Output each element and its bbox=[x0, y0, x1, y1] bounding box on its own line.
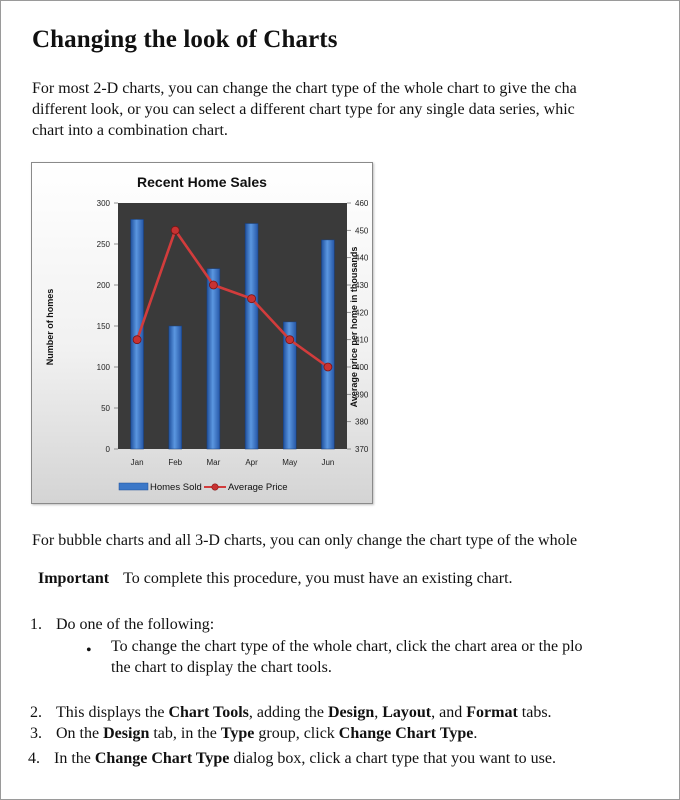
y-tick-label: 100 bbox=[96, 363, 110, 372]
step-text: tabs. bbox=[517, 704, 552, 721]
plot-area bbox=[118, 203, 347, 449]
bullet-item bbox=[111, 636, 583, 678]
step-text: dialog box, click a chart type that you want to use. bbox=[229, 750, 556, 767]
step-text: group, click bbox=[254, 725, 339, 742]
step-text: This displays the bbox=[56, 704, 169, 721]
x-tick-label: Apr bbox=[245, 458, 258, 467]
step-bold-layout: Layout bbox=[382, 704, 432, 721]
y2-tick-label: 440 bbox=[355, 253, 369, 263]
y2-tick-label: 370 bbox=[355, 445, 369, 454]
step-3 bbox=[30, 723, 477, 744]
x-tick-label: Mar bbox=[206, 458, 221, 467]
y-tick-label: 50 bbox=[101, 404, 110, 413]
bar-homes-sold bbox=[169, 326, 182, 449]
y2-tick-label: 420 bbox=[355, 308, 369, 318]
important-note bbox=[38, 570, 513, 588]
step-number: 2. bbox=[30, 704, 42, 721]
step-bold-change-chart-type: Change Chart Type bbox=[338, 725, 474, 742]
point-average-price bbox=[324, 363, 332, 371]
step-text: , adding the bbox=[248, 704, 328, 721]
point-average-price bbox=[209, 281, 217, 289]
intro-line-1: For most 2-D charts, you can change the chart type of the whole chart to give the cha bbox=[32, 80, 577, 97]
bar-homes-sold bbox=[321, 240, 334, 449]
intro-line-2: different look, or you can select a different chart type for any single data series, whic bbox=[32, 101, 575, 118]
step-text: . bbox=[473, 725, 478, 742]
point-average-price bbox=[133, 336, 141, 344]
y2-tick-label: 400 bbox=[355, 363, 369, 372]
y2-tick-label: 450 bbox=[355, 226, 369, 236]
legend-label-average-price: Average Price bbox=[228, 482, 288, 493]
y-tick-label: 200 bbox=[96, 281, 110, 290]
important-label: Important bbox=[38, 570, 110, 587]
intro-line-3: chart into a combination chart. bbox=[32, 122, 228, 139]
y2-tick-label: 390 bbox=[355, 390, 369, 400]
y-tick-label: 0 bbox=[105, 445, 110, 454]
page-title: Changing the look of Charts bbox=[32, 26, 338, 53]
x-tick-label: Feb bbox=[168, 458, 183, 467]
step-text: , bbox=[374, 704, 383, 721]
y-tick-label: 150 bbox=[96, 322, 110, 331]
legend-label-homes-sold: Homes Sold bbox=[150, 482, 202, 493]
step-bold-chart-tools: Chart Tools bbox=[168, 704, 249, 721]
y-tick-label: 250 bbox=[96, 240, 110, 249]
point-average-price bbox=[171, 226, 179, 234]
x-tick-label: Jan bbox=[130, 458, 144, 467]
bar-homes-sold bbox=[245, 224, 258, 450]
chart-figure[interactable] bbox=[31, 162, 373, 504]
x-tick-label: May bbox=[282, 458, 298, 467]
step-number: 4. bbox=[28, 750, 40, 767]
step-bold-type: Type bbox=[220, 725, 255, 742]
bar-homes-sold bbox=[207, 269, 220, 449]
step-bold-change-chart-type: Change Chart Type bbox=[94, 750, 230, 767]
step-bold-design: Design bbox=[328, 704, 375, 721]
y2-tick-label: 430 bbox=[355, 281, 369, 290]
y-tick-label: 300 bbox=[96, 199, 110, 208]
step-text: , and bbox=[431, 704, 467, 721]
combo-chart bbox=[32, 163, 372, 503]
y2-tick-label: 380 bbox=[355, 417, 369, 427]
y-axis-label: Number of homes bbox=[45, 288, 55, 366]
point-average-price bbox=[248, 295, 256, 303]
y2-tick-label: 460 bbox=[355, 199, 369, 208]
legend-marker-average-price bbox=[212, 484, 218, 490]
y2-tick-label: 410 bbox=[355, 335, 369, 345]
step-number: 3. bbox=[30, 725, 42, 742]
step-text: Do one of the following: bbox=[56, 616, 215, 633]
step-bold-design: Design bbox=[103, 725, 150, 742]
step-number: 1. bbox=[30, 616, 42, 633]
step-2 bbox=[30, 702, 552, 723]
bullet-marker: • bbox=[86, 642, 92, 659]
legend-swatch-homes-sold bbox=[119, 483, 148, 490]
after-chart-text: For bubble charts and all 3-D charts, you can only change the chart type of the whole bbox=[32, 532, 578, 549]
important-text: To complete this procedure, you must have an existing chart. bbox=[123, 570, 513, 587]
step-text: On the bbox=[56, 725, 104, 742]
x-tick-label: Jun bbox=[321, 458, 335, 467]
step-text: In the bbox=[54, 750, 95, 767]
step-text: tab, in the bbox=[149, 725, 221, 742]
step-bold-format: Format bbox=[466, 704, 518, 721]
step-1 bbox=[30, 614, 214, 635]
point-average-price bbox=[286, 336, 294, 344]
y2-axis-label: Average price per home in thousands bbox=[349, 246, 359, 408]
bullet-line-1: To change the chart type of the whole chart, click the chart area or the plo bbox=[111, 638, 583, 655]
step-4 bbox=[28, 748, 556, 769]
bar-homes-sold bbox=[131, 219, 144, 449]
chart-title: Recent Home Sales bbox=[137, 174, 267, 190]
bullet-line-2: the chart to display the chart tools. bbox=[111, 659, 332, 676]
